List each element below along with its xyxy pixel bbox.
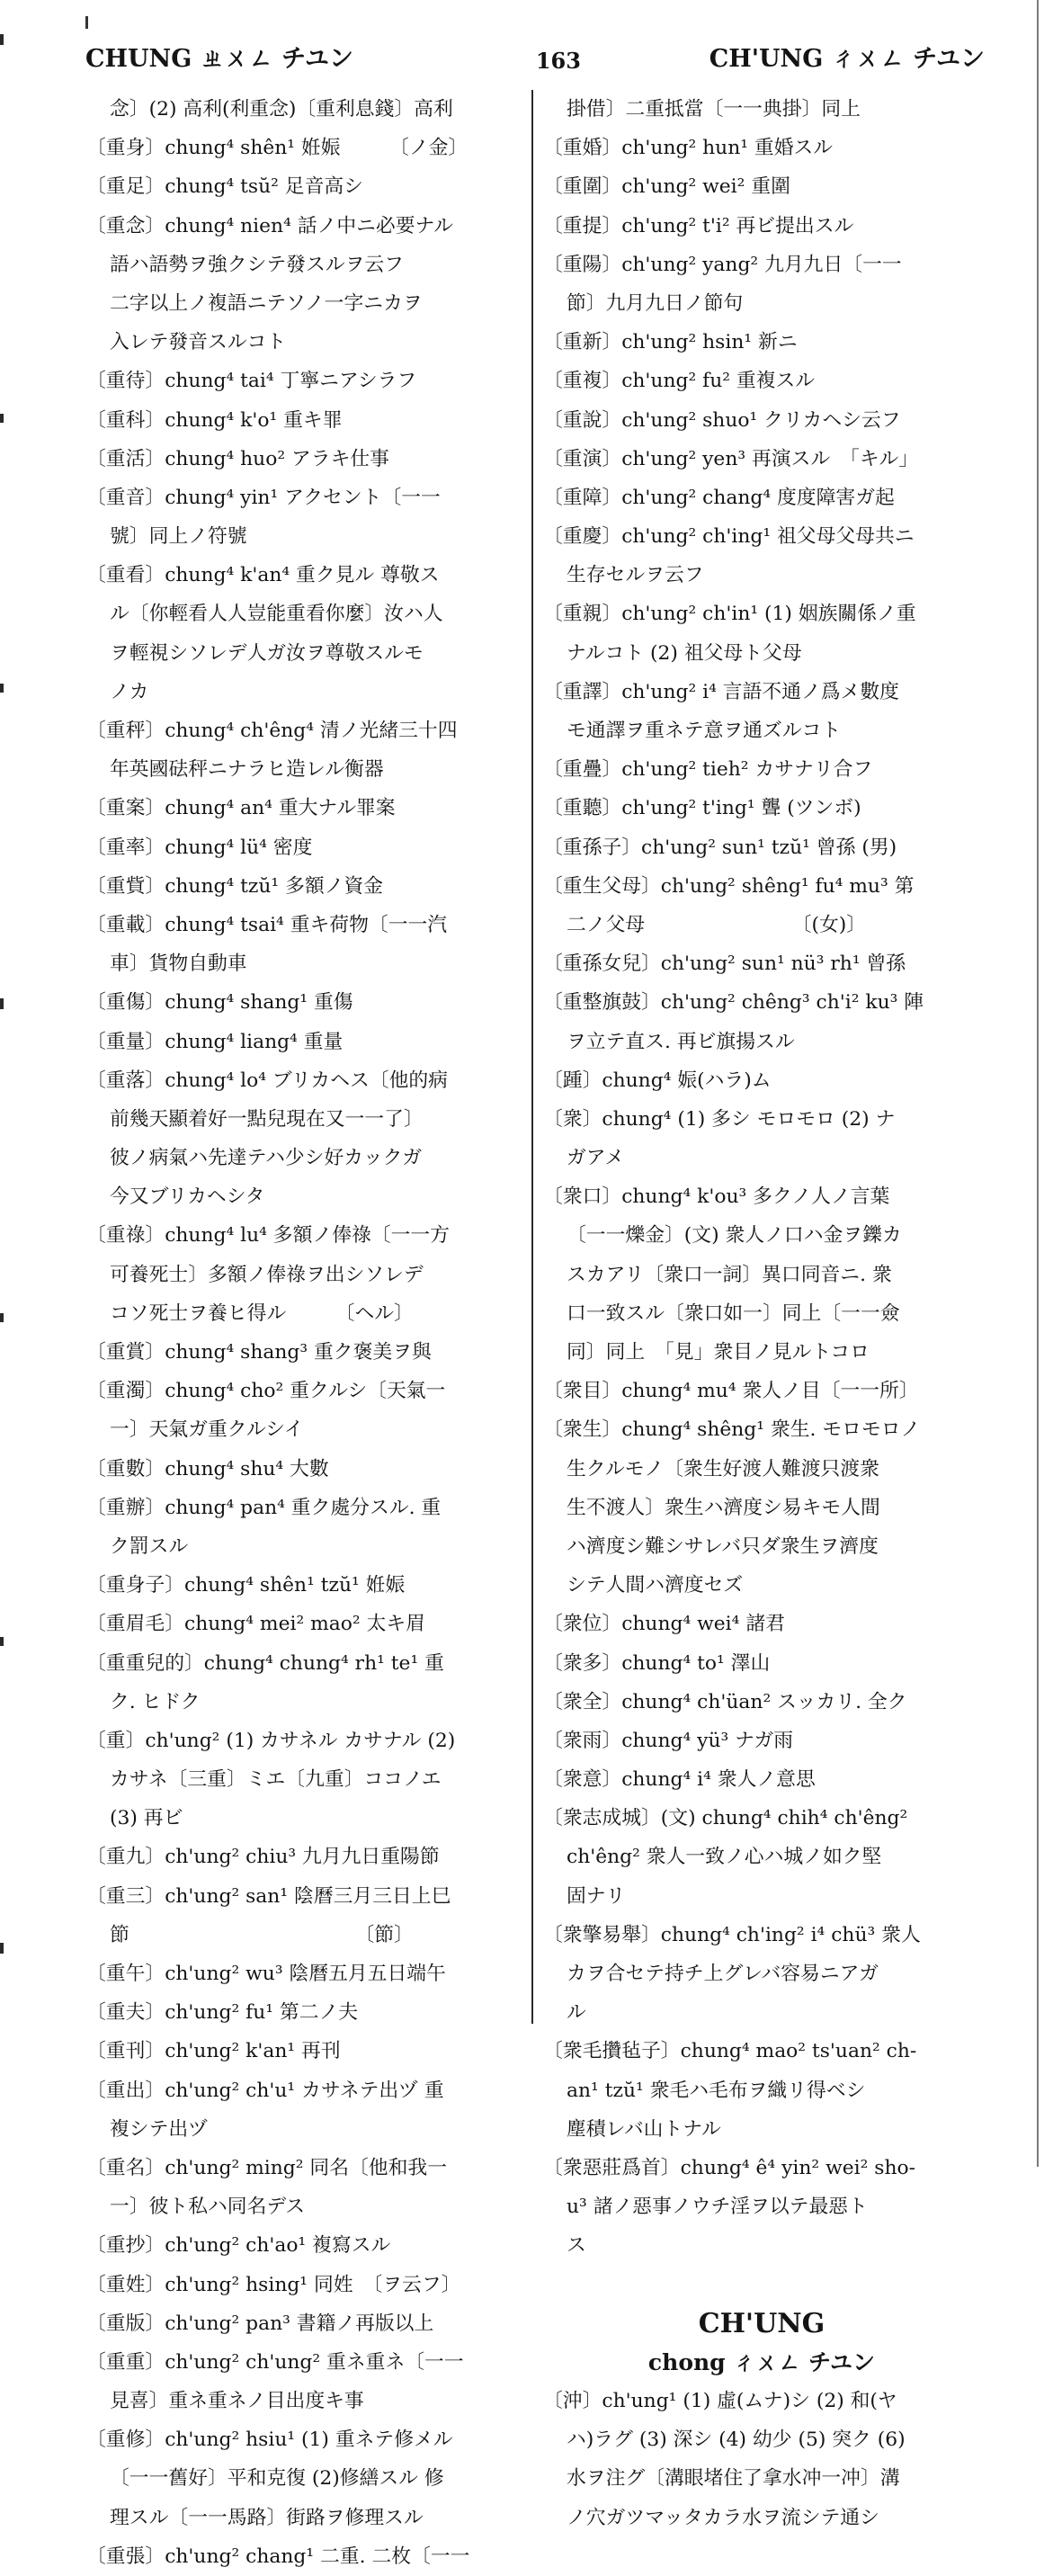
entry-line: 固ナリ: [567, 1884, 626, 1908]
entry-line: 〔重賞〕chung⁴ shang³ 重ク褒美ヲ與: [86, 1341, 432, 1364]
entry-line: 〔重身〕chung⁴ shên¹ 姙娠 〔ノ金〕: [86, 137, 469, 160]
entry-line: 〔衆目〕chung⁴ mu⁴ 衆人ノ目〔一一所〕: [543, 1380, 919, 1403]
entry-line: ノカ: [110, 680, 149, 703]
entry-line: 口一致スル〔衆口如一〕同上〔一一僉: [567, 1301, 900, 1325]
entry-line: 〔重秤〕chung⁴ ch'êng⁴ 清ノ光緒三十四: [86, 720, 458, 742]
entry-line: 〔衆惡莊爲首〕chung⁴ ê⁴ yin² wei² sho-: [543, 2156, 915, 2179]
page-edge: [1037, 0, 1062, 2167]
entry-line: 〔重濁〕chung⁴ cho² 重クルシ〔天氣一: [86, 1380, 446, 1403]
entry-line: 〔重演〕ch'ung² yen³ 再演スル 「キル」: [543, 447, 919, 470]
entry-line: ガアメ: [567, 1147, 625, 1170]
entry-line: 〔衆雨〕chung⁴ yü³ ナガ雨: [543, 1729, 794, 1752]
entry-line: 〔一一爍金〕(文) 衆人ノ口ハ金ヲ鑠カ: [567, 1224, 902, 1248]
entry-line: 掛借〕二重抵當〔一一典掛〕同上: [567, 98, 861, 121]
entry-line: シテ人間ハ濟度セズ: [567, 1574, 744, 1597]
entry-line: 〔重重〕ch'ung² ch'ung² 重ネ重ネ〔一一: [86, 2350, 464, 2374]
corner-mark: [85, 16, 88, 29]
entry-line: 〔重三〕ch'ung² san¹ 陰曆三月三日上巳: [86, 1884, 451, 1908]
entry-line: 〔重貲〕chung⁴ tzŭ¹ 多額ノ資金: [86, 874, 384, 898]
entry-line: 〔重載〕chung⁴ tsai⁴ 重キ荷物〔一一汽: [86, 913, 448, 936]
section-heading: CH'UNG: [698, 2307, 826, 2339]
entry-line: 〔重複〕ch'ung² fu² 重複スル: [543, 370, 816, 393]
entry-line: 〔衆毛攢毡子〕chung⁴ mao² ts'uan² ch-: [543, 2040, 917, 2063]
entry-line: 〔重名〕ch'ung² ming² 同名〔他和我一: [86, 2156, 447, 2179]
entry-line: ノ穴ガツマッタカラ水ヲ流シテ通シ: [567, 2506, 879, 2529]
entry-line: 〔重活〕chung⁴ huo² アラキ仕事: [86, 447, 389, 470]
entry-line: ヲ立テ直ス. 再ビ旗揚スル: [567, 1030, 795, 1053]
entry-line: 〔重陽〕ch'ung² yang² 九月九日〔一一: [543, 253, 902, 276]
entry-line: 〔重身子〕chung⁴ shên¹ tzŭ¹ 姙娠: [86, 1574, 406, 1597]
entry-line: 〔衆志成城〕(文) chung⁴ chih⁴ ch'êng²: [543, 1807, 908, 1830]
entry-line: 〔重親〕ch'ung² ch'in¹ (1) 姻族關係ノ重: [543, 603, 916, 626]
entry-line: カヲ合セテ持チ上グレバ容易ニアガ: [567, 1963, 879, 1985]
entry-line: ル: [567, 2001, 586, 2025]
entry-line: 〔衆生〕chung⁴ shêng¹ 衆生. モロモロノ: [543, 1418, 921, 1442]
entry-line: 〔重孫女兒〕ch'ung² sun¹ nü³ rh¹ 曾孫: [543, 953, 906, 976]
entry-line: 塵積レバ山トナル: [567, 2117, 721, 2141]
entry-line: ハ)ラグ (3) 深シ (4) 幼少 (5) 突ク (6): [567, 2428, 906, 2452]
entry-line: 〔重案〕chung⁴ an⁴ 重大ナル罪案: [86, 797, 396, 820]
scan-edge-marks: [0, 0, 7, 2167]
entry-line: ク罰スル: [110, 1534, 189, 1558]
entry-line: 〔衆全〕chung⁴ ch'üan² スッカリ. 全ク: [543, 1690, 907, 1713]
entry-line: 二字以上ノ複語ニテソノ一字ニカヲ: [110, 291, 423, 315]
dictionary-columns: [86, 90, 986, 2568]
entry-line: an¹ tzŭ¹ 衆毛ハ毛布ヲ織リ得ベシ: [567, 2079, 866, 2102]
entry-line: 〔沖〕ch'ung¹ (1) 虛(ムナ)シ (2) 和(ヤ: [543, 2390, 897, 2413]
entry-line: 〔重數〕chung⁴ shu⁴ 大數: [86, 1457, 329, 1480]
entry-line: 〔重傷〕chung⁴ shang¹ 重傷: [86, 991, 353, 1015]
entry-line: 〔重生父母〕ch'ung² shêng¹ fu⁴ mu³ 第: [543, 874, 915, 898]
entry-line: 可養死士〕多額ノ俸祿ヲ出シソレデ: [110, 1263, 424, 1286]
right-column: [543, 90, 980, 2529]
column-divider: [531, 90, 533, 2024]
entry-line: 〔重提〕ch'ung² t'i² 再ビ提出スル: [543, 214, 854, 237]
entry-line: 號〕同上ノ符號: [110, 525, 247, 549]
entry-line: 〔重新〕ch'ung² hsin¹ 新ニ: [543, 331, 798, 354]
entry-line: 〔重張〕ch'ung² chang¹ 二重. 二枚〔一一: [86, 2545, 470, 2568]
entry-line: 〔衆〕chung⁴ (1) 多シ モロモロ (2) ナ: [543, 1107, 896, 1131]
entry-line: 〔衆意〕chung⁴ i⁴ 衆人ノ意思: [543, 1768, 816, 1792]
entry-line: 〔重障〕ch'ung² chang⁴ 度度障害ガ起: [543, 486, 895, 509]
entry-line: 生不渡人〕衆生ハ濟度シ易キモ人間: [567, 1496, 880, 1519]
entry-line: 同〕同上 「見」衆目ノ見ルトコロ: [567, 1341, 870, 1364]
entry-line: 〔重科〕chung⁴ k'o¹ 重キ罪: [86, 408, 343, 432]
entry-line: 〔重整旗鼓〕ch'ung² chêng³ ch'i² ku³ 陣: [543, 991, 924, 1015]
entry-line: 〔重聽〕ch'ung² t'ing¹ 聾 (ツンボ): [543, 797, 861, 820]
entry-line: 二ノ父母 〔(女)〕: [567, 913, 867, 936]
entry-line: 〔重修〕ch'ung² hsiu¹ (1) 重ネテ修メル: [86, 2428, 453, 2452]
entry-line: 〔重率〕chung⁴ lü⁴ 密度: [86, 836, 313, 859]
entry-line: 〔重辦〕chung⁴ pan⁴ 重ク處分スル. 重: [86, 1496, 442, 1519]
entry-line: 複シテ出ヅ: [110, 2117, 208, 2141]
entry-line: 〔重譯〕ch'ung² i⁴ 言語不通ノ爲メ數度: [543, 680, 899, 703]
entry-line: 〔衆擎易舉〕chung⁴ ch'ing² i⁴ chü³ 衆人: [543, 1923, 921, 1946]
page-header: [85, 38, 985, 74]
entry-line: カサネ〔三重〕ミエ〔九重〕ココノエ: [110, 1768, 442, 1792]
entry-line: 〔重量〕chung⁴ liang⁴ 重量: [86, 1030, 344, 1053]
entry-line: 〔衆多〕chung⁴ to¹ 澤山: [543, 1651, 771, 1675]
entry-line: 〔重午〕ch'ung² wu³ 陰曆五月五日端午: [86, 1963, 446, 1985]
entry-line: 生存セルヲ云フ: [567, 564, 704, 587]
entry-line: モ通譯ヲ重ネテ意ヲ通ズルコト: [567, 720, 842, 742]
entry-line: 見喜〕重ネ重ネノ目出度キ事: [110, 2390, 364, 2413]
entry-line: 〔重慶〕ch'ung² ch'ing¹ 祖父母父母共ニ: [543, 525, 915, 549]
entry-line: 節 〔節〕: [110, 1923, 414, 1946]
entry-line: 〔重姓〕ch'ung² hsing¹ 同姓 〔ヲ云フ〕: [86, 2273, 461, 2296]
section-subheading: chong ㄔㄨㄥ チユン: [647, 2348, 876, 2375]
page-number: 163: [535, 48, 581, 74]
entry-line: 〔重〕ch'ung² (1) カサネル カサナル (2): [86, 1729, 456, 1752]
entry-line: 〔重圍〕ch'ung² wei² 重圍: [543, 175, 790, 199]
entry-line: 理スル〔一一馬路〕街路ヲ修理スル: [110, 2506, 424, 2529]
entry-line: 〔重念〕chung⁴ nien⁴ 話ノ中ニ必要ナル: [86, 214, 454, 237]
entry-line: 車〕貨物自動車: [110, 953, 247, 976]
entry-line: u³ 諸ノ惡事ノウチ淫ヲ以テ最惡ト: [567, 2196, 868, 2219]
entry-line: 入レテ發音スルコト: [110, 331, 287, 354]
entry-line: 〔衆位〕chung⁴ wei⁴ 諸君: [543, 1613, 785, 1636]
entry-line: 〔重抄〕ch'ung² ch'ao¹ 複寫スル: [86, 2234, 391, 2258]
entry-line: ク. ヒドク: [110, 1690, 201, 1713]
entry-line: 念〕(2) 高利(利重念)〔重利息錢〕高利: [110, 98, 453, 121]
entry-line: 〔重音〕chung⁴ yin¹ アクセント〔一一: [86, 486, 441, 509]
entry-line: 今又ブリカヘシタ: [110, 1185, 265, 1209]
entry-line: 〔重落〕chung⁴ lo⁴ ブリカヘス〔他的病: [86, 1069, 448, 1092]
entry-line: 〔重祿〕chung⁴ lu⁴ 多額ノ俸祿〔一一方: [86, 1224, 450, 1248]
entry-line: ス: [567, 2234, 586, 2258]
header-left-heading: CHUNG ㄓㄨㄥ チユン: [85, 45, 354, 73]
entry-line: コソ死士ヲ養ヒ得ル 〔ヘル〕: [110, 1301, 414, 1325]
entry-line: 一〕彼ト私ハ同名デス: [110, 2196, 306, 2219]
entry-line: 〔重九〕ch'ung² chiu³ 九月九日重陽節: [86, 1846, 440, 1869]
entry-line: 〔重版〕ch'ung² pan³ 書籍ノ再版以上: [86, 2312, 434, 2335]
left-column: [86, 90, 523, 2568]
entry-line: 〔踵〕chung⁴ 娠(ハラ)ム: [543, 1069, 772, 1092]
entry-line: 〔一一舊好〕平和克復 (2)修繕スル 修: [110, 2467, 444, 2491]
entry-line: ch'êng² 衆人一致ノ心ハ城ノ如ク堅: [567, 1846, 882, 1869]
entry-line: 〔重婚〕ch'ung² hun¹ 重婚スル: [543, 137, 834, 160]
entry-line: ヲ輕視シソレデ人ガ汝ヲ尊敬スルモ: [110, 641, 424, 665]
entry-line: 水ヲ注グ〔溝眼堵住了拿水冲一冲〕溝: [567, 2467, 900, 2491]
entry-line: 彼ノ病氣ハ先達テハ少シ好カックガ: [110, 1147, 423, 1170]
entry-line: 一〕天氣ガ重クルシイ: [110, 1418, 304, 1442]
entry-line: 年英國砝秤ニナラヒ造レル衡器: [110, 758, 384, 782]
header-right-heading: CH'UNG ㄔㄨㄥ チユン: [709, 45, 985, 73]
entry-line: 語ハ語勢ヲ強クシテ發スルヲ云フ: [110, 253, 404, 276]
entry-line: ル〔你輕看人人豈能重看你麼〕汝ハ人: [110, 603, 443, 626]
entry-line: 〔重重兒的〕chung⁴ chung⁴ rh¹ te¹ 重: [86, 1651, 444, 1675]
entry-line: 生クルモノ〔衆生好渡人難渡只渡衆: [567, 1457, 879, 1480]
entry-line: 〔重眉毛〕chung⁴ mei² mao² 太キ眉: [86, 1613, 425, 1636]
entry-line: 〔重待〕chung⁴ tai⁴ 丁寧ニアシラフ: [86, 370, 417, 393]
entry-line: 前幾天顯着好一點兒現在又一一了〕: [110, 1107, 424, 1131]
entry-line: ハ濟度シ難シサレバ只ダ衆生ヲ濟度: [567, 1534, 879, 1558]
entry-line: 〔重刊〕ch'ung² k'an¹ 再刊: [86, 2040, 341, 2063]
entry-line: 〔重疊〕ch'ung² tieh² カサナリ合フ: [543, 758, 873, 782]
entry-line: 〔重夫〕ch'ung² fu¹ 第二ノ夫: [86, 2001, 359, 2025]
entry-line: 〔重出〕ch'ung² ch'u¹ カサネテ出ヅ 重: [86, 2079, 444, 2102]
entry-line: 〔重說〕ch'ung² shuo¹ クリカヘシ云フ: [543, 408, 901, 432]
entry-line: ナルコト (2) 祖父母ト父母: [567, 641, 802, 665]
entry-line: 〔重看〕chung⁴ k'an⁴ 重ク見ル 尊敬ス: [86, 564, 440, 587]
entry-line: (3) 再ビ: [110, 1807, 183, 1830]
entry-line: スカアリ〔衆口一詞〕異口同音ニ. 衆: [567, 1263, 892, 1286]
entry-line: 〔衆口〕chung⁴ k'ou³ 多クノ人ノ言葉: [543, 1185, 890, 1209]
entry-line: 〔重孫子〕ch'ung² sun¹ tzŭ¹ 曾孫 (男): [543, 836, 897, 859]
entry-line: 〔重足〕chung⁴ tsŭ² 足音高シ: [86, 175, 363, 199]
entry-line: [543, 2266, 980, 2304]
entry-line: 節〕九月九日ノ節句: [567, 291, 744, 315]
